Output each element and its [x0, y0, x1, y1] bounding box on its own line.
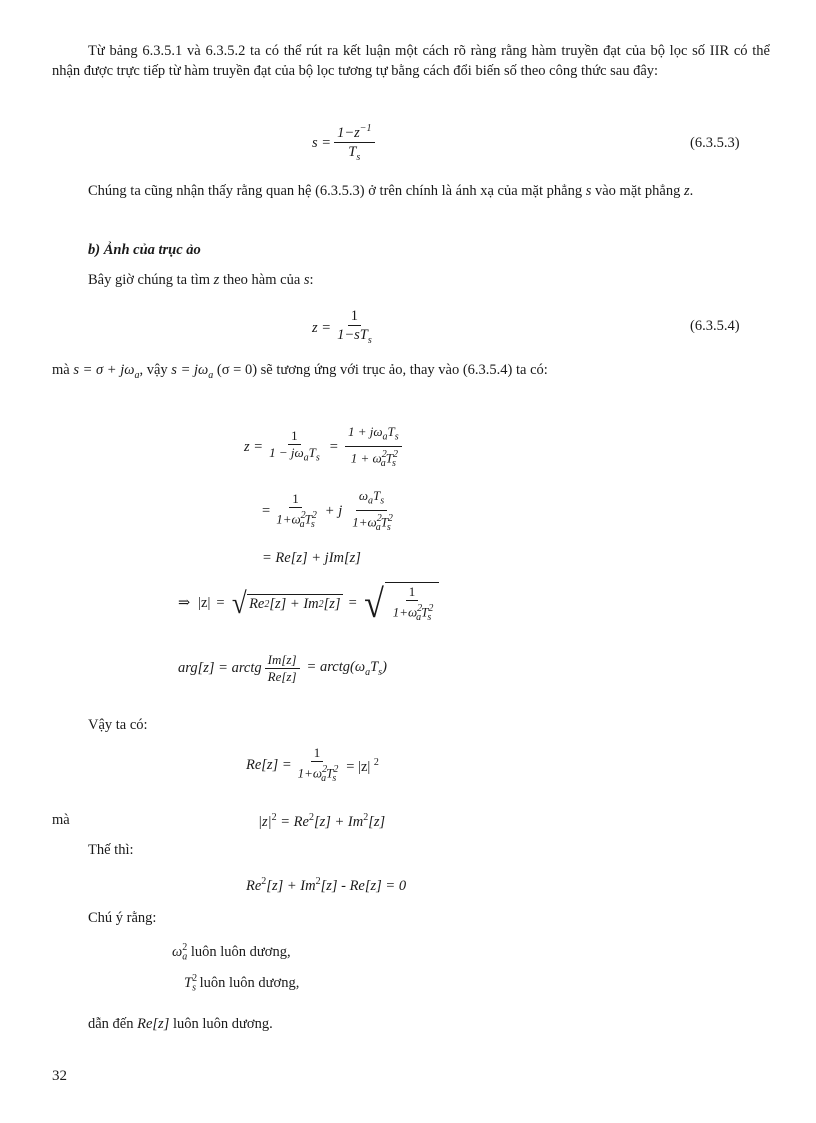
eq3-eq: = — [329, 439, 338, 456]
eq6-eq2: = — [348, 595, 357, 612]
l1-sym: ω — [172, 943, 183, 960]
eq8-den: 1+ω — [297, 765, 323, 781]
then-paragraph: Thế thì: — [88, 842, 134, 858]
p4-t3: (σ = 0) sẽ tương ứng với trục ảo, thay vào (6.3.5.4) ta có: — [213, 362, 548, 378]
p3-after: : — [309, 272, 314, 288]
equation-6-3-5-3 — [312, 120, 378, 167]
note-paragraph: Chú ý rằng: — [88, 910, 157, 926]
equation-circle: $Re^2[z] + Im^2[z] - Re[z] = 0$ — [246, 876, 407, 894]
p8-before: dẫn đến — [88, 1016, 138, 1032]
l2-text: luôn luôn dương, — [199, 974, 300, 991]
eq6-eq: = — [216, 595, 225, 612]
eq8-rhs-exp: 2 — [373, 756, 379, 768]
omega-positive-line: $\omega^2_a$ luôn luôn dương, — [172, 942, 291, 963]
conclusion-paragraph — [88, 1016, 273, 1033]
eq3-f2-den: 1 + ω — [350, 449, 382, 465]
eq4-f1-num: 1 — [289, 491, 302, 508]
p4-m1: s = σ + jω — [73, 362, 135, 378]
p4-m1-sub: a — [134, 369, 140, 381]
eq9-lhs: |z| — [258, 813, 272, 830]
equation-z-expansion: z = $\frac{1}{1 - j\omega_aT_s}$ = $\frac{1 + j\omega_aT_s}{1 + \omega^2_aT^2_s}$ — [244, 424, 405, 472]
p2-after: . — [689, 183, 694, 199]
eq9-mid: [z] + Im — [313, 813, 364, 830]
eq1-num-exp: −1 — [359, 123, 372, 134]
find-z-paragraph — [88, 272, 314, 289]
eq3-f1-den: 1 − jω — [269, 445, 304, 461]
p2-s: s — [585, 183, 592, 199]
eq6-num: 1 — [406, 584, 419, 601]
eq4-f2-den: 1+ω — [352, 513, 377, 529]
equation-argument: arg[z] = arctg $\frac{Im[z]}{Re[z]}$ = $arctg(\omega_aT_s)$ — [178, 652, 387, 684]
eq9-rhs: = Re — [280, 813, 309, 830]
equation-real-part: Re[z] = $\frac{1}{1+\omega^2_aT^2_s}$ = |z| $^2$ — [246, 745, 379, 784]
eq10-c: [z] - Re[z] = 0 — [320, 877, 407, 894]
eq7-den: Re[z] — [267, 669, 297, 684]
eq7-rhs-end: ) — [382, 659, 387, 676]
mapping-paragraph — [52, 182, 770, 202]
eq1-lhs: s = — [312, 134, 332, 151]
eq8-rhs: = |z| — [346, 758, 371, 775]
eq-number-6-3-5-3: (6.3.5.3) — [690, 135, 740, 151]
intro-paragraph: Từ bảng 6.3.5.1 và 6.3.5.2 ta có thể rút ra kết luận một cách rõ ràng rằng hàm truyền đạt của bộ lọc số IIR có thể nhận được trực tiếp từ hàm truyền đạt của bộ lọc tương tự bằng cách đổi biến số theo công thức sau đây: — [52, 43, 770, 79]
eq3-lhs: z = — [244, 439, 264, 456]
eq7-lhs: arg[z] = arctg — [178, 660, 262, 676]
eq6-den: 1+ω — [392, 604, 418, 620]
eq10-a: Re — [246, 877, 262, 894]
ts-positive-line: $T^2_s$ luôn luôn dương, — [184, 973, 300, 994]
eq4-f1-den: 1+ω — [276, 511, 301, 527]
eq1-num: 1−z — [337, 124, 360, 141]
p2-middle: vào mặt phẳng — [591, 183, 684, 199]
section-heading: b) Ảnh của trục ảo — [88, 242, 201, 258]
eq4-plus: + j — [324, 503, 343, 520]
eq6-arrow: ⇒ — [178, 595, 191, 612]
eq7-rhs: = arctg(ω — [306, 659, 366, 676]
equation-modulus — [178, 582, 439, 626]
eq8-lhs: Re[z] = — [246, 757, 292, 774]
p8-after: luôn luôn dương. — [169, 1016, 273, 1032]
eq8-num: 1 — [311, 745, 324, 762]
eq6-abs: |z| — [198, 595, 211, 612]
p3-z: z — [213, 272, 220, 288]
eq6-rad1: Re — [249, 596, 265, 613]
sqrt-re-im: √ Re 2 [z] + Im 2 [z] — [231, 586, 341, 620]
p4-m2: s = jω — [171, 362, 209, 378]
eq3-f1-num: 1 — [288, 428, 301, 445]
eq3-f2-num: 1 + jω — [347, 424, 383, 439]
eq2-lhs: z = — [312, 319, 332, 336]
eq4-eq: = — [262, 503, 271, 520]
thus-paragraph: Vậy ta có: — [88, 717, 148, 733]
eq6-rad1-c: [z] — [323, 596, 341, 613]
l2-sym: T — [184, 974, 193, 991]
p3-middle: theo hàm của — [219, 272, 304, 288]
p2-z: z — [683, 183, 690, 199]
eq6-rad1-b: [z] + Im — [269, 596, 319, 613]
eq2-den-sub: s — [367, 334, 372, 346]
l1-text: luôn luôn dương, — [190, 943, 291, 960]
substitution-paragraph — [52, 361, 770, 385]
eq7-num: Im[z] — [265, 652, 300, 669]
equation-z-split: = $\frac{1}{1+\omega^2_aT^2_s}$ + j $\frac{\omega_aT_s}{1+\omega^2_aT^2_s}$ — [262, 488, 393, 533]
p2-before: Chúng ta cũng nhận thấy rằng quan hệ (6.3.5.3) ở trên chính là ánh xạ của mặt phẳng — [88, 183, 586, 199]
eq10-b: [z] + Im — [266, 877, 316, 894]
eq9-end: [z] — [368, 813, 386, 830]
eq1-den: T — [348, 143, 357, 160]
eq4-f2-num: ω — [358, 488, 369, 503]
p8-re: Re[z] — [137, 1016, 170, 1032]
page-number: 32 — [52, 1068, 67, 1084]
eq2-den: 1−sT — [337, 327, 368, 343]
p4-t1: mà — [52, 362, 74, 378]
p4-m2-sub: a — [208, 369, 214, 381]
p4-t2: , vậy — [139, 362, 172, 378]
eq1-den-sub: s — [356, 151, 361, 163]
p3-before: Bây giờ chúng ta tìm — [88, 272, 214, 288]
equation-modulus-squared: $|z|^2 = Re^2[z] + Im^2[z]$ — [258, 812, 386, 830]
sqrt-fraction: √ $\frac{1}{1+\omega^2_aT^2_s}$ — [363, 582, 440, 626]
eq-number-6-3-5-4: (6.3.5.4) — [690, 318, 740, 334]
equation-6-3-5-4 — [312, 307, 378, 350]
ma-label: mà — [52, 812, 70, 828]
eq2-num: 1 — [348, 307, 361, 326]
equation-re-im: = Re[z] + jIm[z] — [262, 550, 361, 566]
p3-s: s — [303, 272, 310, 288]
